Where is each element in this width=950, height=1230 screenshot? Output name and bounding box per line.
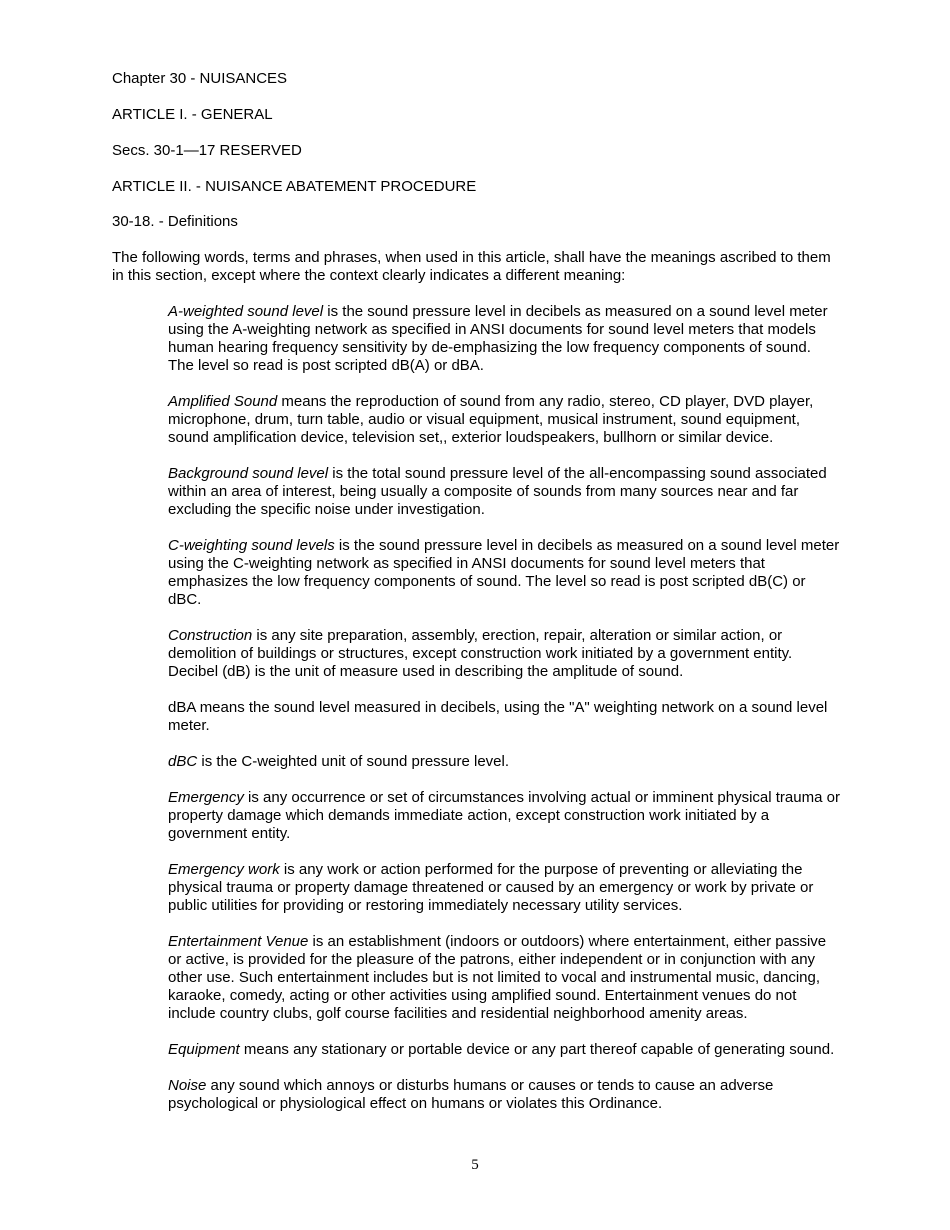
definition-text: dBA means the sound level measured in decibels, using the "A" weighting network on a sound level meter. <box>168 699 828 734</box>
definition-text: is the total sound pressure level of the all-encompassing sound associated within an area of interest, being usually a composite of sounds from many sources near and far excluding the specific noise under investigation. <box>168 465 827 518</box>
section-heading: 30-18. - Definitions <box>112 213 238 230</box>
definition <box>168 699 840 735</box>
definition-term: C-weighting sound levels <box>168 537 335 554</box>
definition-term: Emergency <box>168 789 244 806</box>
definition-term: Construction <box>168 627 253 644</box>
definition-term: Noise <box>168 1077 207 1094</box>
definition-term: Equipment <box>168 1041 240 1058</box>
definition-term: Background sound level <box>168 465 329 482</box>
definition-text: is the C-weighted unit of sound pressure level. <box>197 753 510 770</box>
definition <box>168 465 840 519</box>
article-ii-heading: ARTICLE II. - NUISANCE ABATEMENT PROCEDURE <box>112 178 477 195</box>
reserved-sections-heading: Secs. 30-1—17 RESERVED <box>112 142 302 159</box>
definition-term: A-weighted sound level <box>168 303 324 320</box>
definition <box>168 933 840 1023</box>
intro-paragraph: The following words, terms and phrases, when used in this article, shall have the meanings ascribed to them in this section, except where the context clearly indicates a different meaning: <box>112 249 831 284</box>
definition-text: is any work or action performed for the purpose of preventing or alleviating the physical trauma or property damage threatened or caused by an emergency or work by private or public utilities for providing or restoring immediately necessary utility services. <box>168 861 814 914</box>
definition <box>168 753 840 771</box>
definition-text: means the reproduction of sound from any radio, stereo, CD player, DVD player, microphone, drum, turn table, audio or visual equipment, musical instrument, sound equipment, sound amplification device, television set,, exterior loudspeakers, bullhorn or similar device. <box>168 393 814 446</box>
definition-text: is any site preparation, assembly, erection, repair, alteration or similar action, or demolition of buildings or structures, except construction work initiated by a government entity. Decibel (dB) is the unit of measure used in describing the amplitude of sound. <box>168 627 793 680</box>
definition <box>168 1041 840 1059</box>
definition-text: is the sound pressure level in decibels as measured on a sound level meter using the A-weighting network as specified in ANSI documents for sound level meters that models human hearing frequency sensitivity by de-emphasizing the low frequency components of sound. The level so read is post scripted dB(A) or dBA. <box>168 303 828 374</box>
definition-text: any sound which annoys or disturbs humans or causes or tends to cause an adverse psychological or physiological effect on humans or violates this Ordinance. <box>168 1077 774 1112</box>
definitions-list <box>168 303 840 1131</box>
definition <box>168 393 840 447</box>
definition-term: Amplified Sound <box>168 393 278 410</box>
article-i-heading: ARTICLE I. - GENERAL <box>112 106 273 123</box>
definition-text: is any occurrence or set of circumstances involving actual or imminent physical trauma or property damage which demands immediate action, except construction work initiated by a government entity. <box>168 789 840 842</box>
chapter-heading: Chapter 30 - NUISANCES <box>112 70 288 87</box>
definition-text: is an establishment (indoors or outdoors) where entertainment, either passive or active, is provided for the pleasure of the patrons, either independent or in conjunction with any other use. Such entertainment includes but is not limited to vocal and instrumental music, dancing, karaoke, comedy, acting or other activities using amplified sound. Entertainment venues do not include country clubs, golf course facilities and residential neighborhood amenity areas. <box>168 933 827 1022</box>
definition <box>168 537 840 609</box>
definition <box>168 303 840 375</box>
page-number: 5 <box>471 1157 479 1173</box>
definition-term: dBC <box>168 753 198 770</box>
definition-term: Entertainment Venue <box>168 933 309 950</box>
definition <box>168 861 840 915</box>
definition-text: is the sound pressure level in decibels as measured on a sound level meter using the C-weighting network as specified in ANSI documents for sound level meters that emphasizes the low frequency components of sound. The level so read is post scripted dB(C) or dBC. <box>168 537 840 608</box>
definition <box>168 627 840 681</box>
definition-text: means any stationary or portable device or any part thereof capable of generating sound. <box>239 1041 835 1058</box>
definition <box>168 789 840 843</box>
definition <box>168 1077 840 1113</box>
definition-term: Emergency work <box>168 861 280 878</box>
